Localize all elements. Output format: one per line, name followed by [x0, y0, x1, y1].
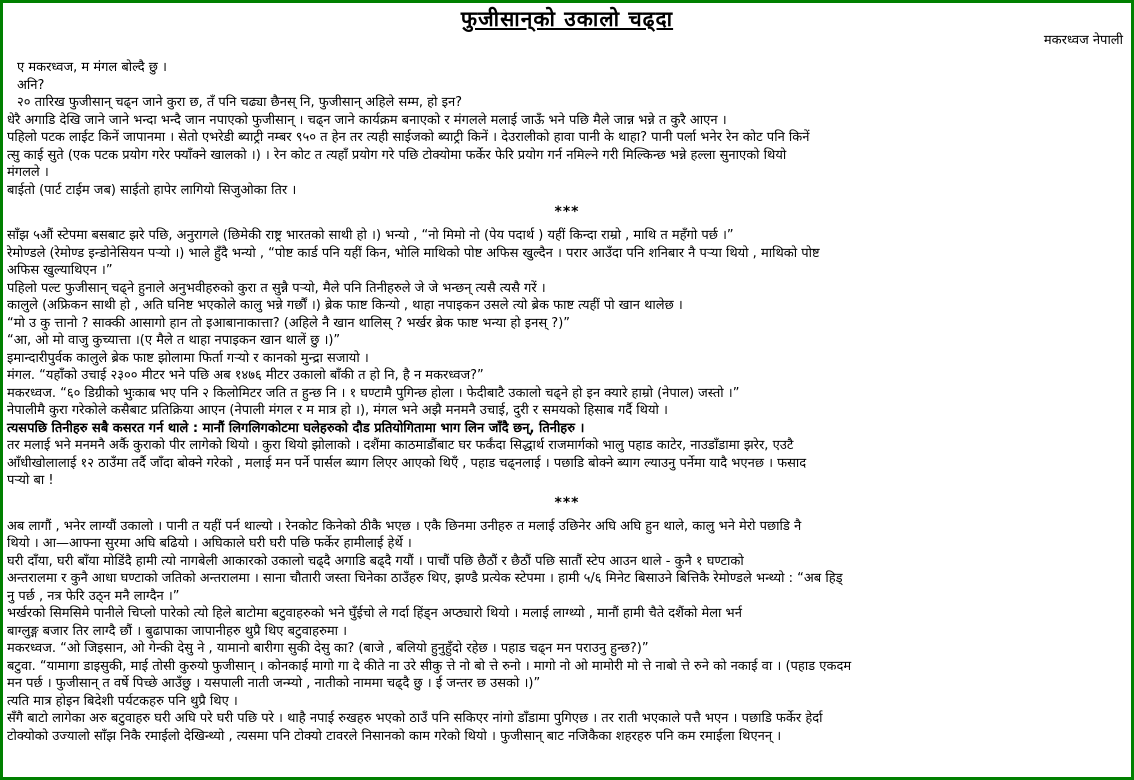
text-line: अनि? [17, 77, 45, 93]
text-line: आँधीखोलालाई १२ ठाउँमा तर्दै जाँदा बोक्ने गरेको , मलाई मन पर्ने पार्सल ब्याग लिएर आएको थिएँ , पहाड चढ्नलाई । पछाडि बोक्ने ब्याग ल्याउनु पर्नेमा यादै भएनछ । फसाद [7, 455, 807, 471]
text-line: त्सु काई सुते (एक पटक प्रयोग गरेर फ्याँक्ने खालको ।) । रेन कोट त त्यहाँ प्रयोग गरे पछि टोक्योमा फर्केर फेरि प्रयोग गर्न नमिल्ने गरी मिल्किन्छ भन्ने हल्ला सुनाएको थियो [7, 147, 787, 163]
text-line: पहिलो पल्ट फुजीसान् चढ्ने हुनाले अनुभवीहरुको कुरा त सुन्नै पऱ्यो, मैले पनि तिनीहरुले जे जे भन्छन् त्यसै त्यसै गरें । [7, 280, 546, 296]
text-line: त्यसपछि तिनीहरु सबै कसरत गर्न थाले : मानौं लिगलिगकोटमा घलेहरुको दौड प्रतियोगितामा भाग लिन जाँदै छन्, तिनीहरु । [7, 420, 585, 436]
page-title: फुजीसान्‌को उकालो चढ्दा [460, 7, 674, 31]
text-line: नेपालीमै कुरा गरेकोले कसैबाट प्रतिक्रिया आएन (नेपाली मंगल र म मात्र हो ।), मंगल भने अझै मनमनै उचाई, दुरी र समयको हिसाब गर्दै थियो । [7, 403, 668, 418]
text-line: थियो । आ—आफ्ना सुरमा अघि बढियो । अघिकाले घरी घरी पछि फर्केर हामीलाई हेर्थे । [7, 536, 412, 551]
text-line: मंगल. “यहाँको उचाई २३०० मीटर भने पछि अब १४७६ मीटर उकालो बाँकी त हो नि, है न मकरध्वज?” [7, 368, 484, 383]
author-name: मकरध्वज नेपाली [1043, 33, 1123, 48]
text-line: कालुले (अफ्रिकन साथी हो , अति घनिष्ट भएकोले कालु भन्ने गर्छौं ।) ब्रेक फाष्ट किन्यो , थाहा नपाइकन उसले त्यो ब्रेक फाष्ट त्यहीं पो खान थालेछ । [7, 298, 683, 313]
body-section [3, 518, 1131, 746]
section-break: *** [554, 494, 580, 511]
text-line: नु पर्छ , नत्र फेरि उठ्न मनै लाग्दैन ।” [7, 588, 180, 604]
text-line: तर मलाई भने मनमनै अर्कै कुराको पीर लागेको थियो । कुरा थियो झोलाको । दशैंमा काठमाडौंबाट घर फर्कंदा सिद्धार्थ राजमार्गको भालु पहाड काटेर, नाउडाँडामा झरेर, एउटै [7, 438, 794, 453]
document-body [3, 59, 1131, 745]
text-line: “आ, ओ मो वाजु कुच्यात्ता ।(ए मैले त थाहा नपाइकन खान थालें छु ।)” [7, 333, 341, 348]
text-line: रेमोण्डले (रेमोण्ड इन्डोनेसियन पऱ्यो ।) भाले हुँदै भन्यो , “पोष्ट कार्ड पनि यहीं किन, भोलि माथिको पोष्ट अफिस खुल्दैन । परार आउँदा पनि शनिबार नै पऱ्या थियो , माथिको पोष्ट [7, 245, 820, 261]
text-line: इमान्दारीपुर्वक कालुले ब्रेक फाष्ट झोलामा फिर्ता गऱ्यो र कानको मुन्द्रा सजायो । [7, 350, 369, 366]
text-line: मकरध्वज. “ओ जिइसान, ओ गेन्की देसु ने , यामानो बारीगा सुकी देसु का? (बाजे , बलियो हुनुहुँदो रहेछ । पहाड चढ्न मन पराउनु हुन्छ?)” [7, 641, 649, 656]
text-line: बाईतो (पार्ट टाईम जब) साईतो हापेर लागियो सिजुओका तिर । [7, 182, 297, 198]
text-line: पहिलो पटक लाईट किनें जापानमा । सेतो एभरेडी ब्याट्री नम्बर ९५० त हेन तर त्यही साईजको ब्याट्री किनें । देउरालीको हावा पानी के थाहा? पानी पर्ला भनेर रेन कोट पनि किनें [7, 130, 810, 145]
text-line: पऱ्यो बा ! [7, 473, 54, 488]
text-line: मकरध्वज. “६० डिग्रीको भुःकाब भए पनि २ किलोमिटर जति त हुन्छ नि । १ घण्टामै पुगिन्छ होला । फेदीबाटै उकालो चढ्ने हो इन क्यारे हाम्रो (नेपाल) जस्तो ।” [7, 385, 740, 401]
text-line: २० तारिख फुजीसान् चढ्न जाने कुरा छ, तँ पनि चढ्या छैनस् नि, फुजीसान् अहिले सम्म, हो इन? [17, 95, 463, 110]
text-line: घरी दाँया, घरी बाँया मोडिंदै हामी त्यो नागबेली आकारको उकालो चढ्दै अगाडि बढ्दै गयौं । पाचौं पछि छैठौं र छैठौं पछि सातौं स्टेप आउन थाले - कुनै १ घण्टाको [7, 553, 744, 569]
text-line: अफिस खुल्याथिएन ।” [7, 263, 113, 278]
text-line: साँझ ५औं स्टेपमा बसबाट झरे पछि, अनुरागले (छिमेकी राष्ट्र भारतको साथी हो ।) भन्यो , “नो मिमो नो (पेय पदार्थ ) यहीं किन्दा राम्रो , माथि त महँगो पर्छ ।” [7, 228, 734, 243]
text-line: भर्खरको सिमसिमे पानीले चिप्लो पारेको त्यो हिले बाटोमा बटुवाहरुको भने घुँईचो ले गर्दा हिंड्न अप्ठ्यारो थियो । मलाई लाग्थ्यो , मानौं हामी चैते दशैंको मेला भर्न [7, 606, 742, 621]
text-line: अन्तरालमा र कुनै आधा घण्टाको जतिको अन्तरालमा । साना चौतारी जस्ता चिनेका ठाउँहरु थिए, झण्डै प्रत्येक स्टेपमा । हामी ५/६ मिनेट बिसाउने बित्तिकै रेमोण्डले भन्थ्यो : “अब हिड् [7, 571, 843, 586]
text-line: ए मकरध्वज, म मंगल बोल्दै छु । [17, 60, 167, 75]
body-section [3, 227, 1131, 490]
text-line: मन पर्छ । फुजीसान् त वर्षे पिच्छे आउँछु । यसपाली नाती जन्म्यो , नातीको नाममा चढ्दै छु । ई जन्तर छ उसको ।)” [7, 676, 541, 691]
body-section [3, 59, 1131, 199]
section-break: *** [554, 204, 580, 220]
text-line: बाग्लुङ्ग बजार तिर लाग्दै छौं । बुढापाका जापानीहरु थुप्रै थिए बटुवाहरुमा । [7, 623, 348, 639]
text-line: “मो उ कु त्तानो ? साक्की आसागो हान तो इआबानाकात्ता? (अहिले नै खान थालिस् ? भर्खर ब्रेक फाष्ट भन्या हो इनस् ?)” [7, 315, 571, 331]
text-line: त्यति मात्र होइन बिदेशी पर्यटकहरु पनि थुप्रै थिए । [7, 693, 238, 709]
text-line: टोक्योको उज्यालो साँझ निकै रमाईलो देखिन्थ्यो , त्यसमा पनि टोक्यो टावरले निसानको काम गरेको थियो । फुजीसान् बाट नजिकैका शहरहरु पनि कम रमाईला थिएनन् । [7, 728, 782, 744]
text-line: बटुवा. “यामागा डाइसुकी, माई तोसी कुरुयो फुजीसान् । कोनकाई मागो गा दे कीते ना उरे सीकु त्ते नो बो त्ते रुनो । मागो नो ओ मामोरी मो त्ते नाबो त्ते रुने को नकाई वा । (पहाड एकदम [7, 658, 852, 674]
text-line: अब लागौं , भनेर लाग्यौं उकालो । पानी त यहीं पर्न थाल्यो । रेनकोट किनेको ठीकै भएछ । एकै छिनमा उनीहरु त मलाई उछिनेर अघि अघि हुन थाले, कालु भने मेरो पछाडि नै [7, 518, 802, 534]
text-line: सँगै बाटो लागेका अरु बटुवाहरु घरी अघि परे घरी पछि परे । थाहै नपाई रुखहरु भएको ठाउँ पनि सकिएर नांगो डाँडामा पुगिएछ । तर राती भएकाले पत्तै भएन । पछाडि फर्केर हेर्दा [7, 711, 823, 726]
text-line: मंगलले । [7, 165, 49, 180]
text-line: धेरै अगाडि देखि जाने जाने भन्दा भन्दै जान नपाएको फुजीसान् । चढ्न जाने कार्यक्रम बनाएको र मंगलले मलाई जाऊँ भने पछि मैले जान्न भन्ने त कुरै आएन । [7, 112, 727, 128]
